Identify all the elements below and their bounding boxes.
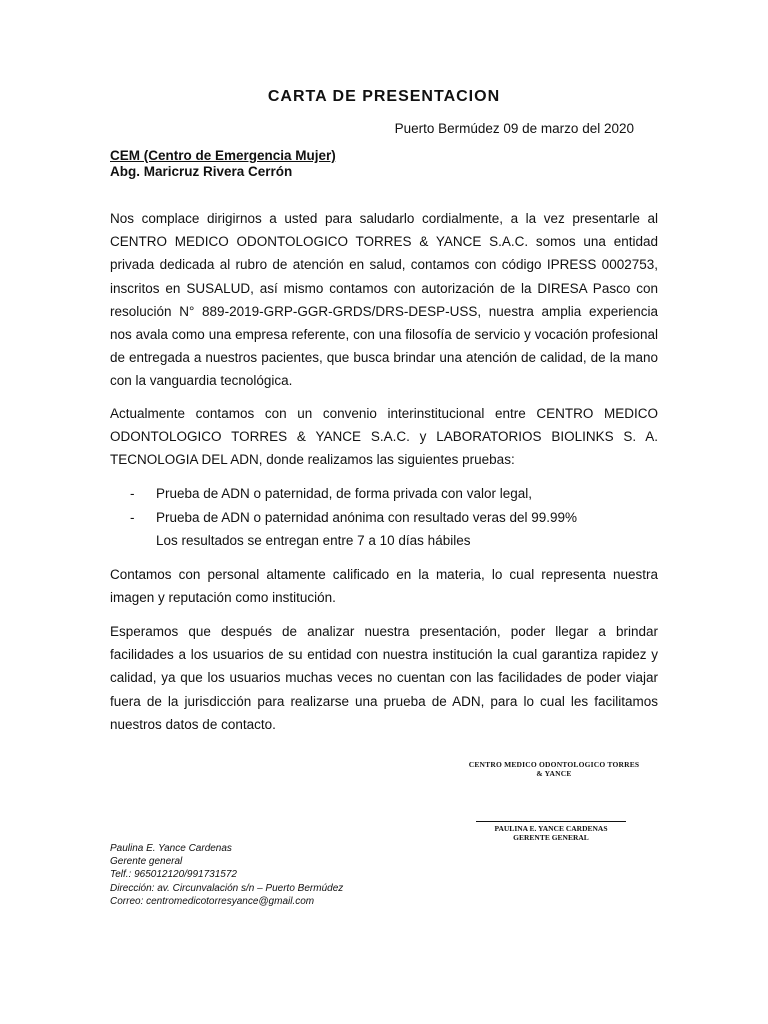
signer-name: PAULINA E. YANCE CARDENAS (494, 824, 608, 833)
company-name-line-2: & YANCE (536, 769, 572, 778)
list-item (110, 482, 658, 506)
letter-title: CARTA DE PRESENTACION (267, 88, 501, 105)
paragraph-agreement: Actualmente contamos con un convenio interinstitucional entre CENTRO MEDICO ODONTOLOGICO TORRES & YANCE S.A.C. y LABORATORIOS BIOLINKS S. A. TECNOLOGIA DEL ADN, donde realizamos las siguientes pruebas: (110, 406, 658, 468)
signer-block (476, 825, 626, 842)
recipient-name: Abg. Maricruz Rivera Cerrón (110, 164, 293, 179)
contact-role: Gerente general (110, 856, 183, 868)
contact-phone: Telf.: 965012120/991731572 (110, 869, 237, 881)
list-item (110, 506, 658, 530)
company-signature-block (440, 760, 668, 778)
bullet-marker: - (130, 486, 135, 501)
paragraph-staff: Contamos con personal altamente calificado en la materia, lo cual representa nuestra imagen y reputación como institución. (110, 567, 658, 606)
contact-address: Dirección: av. Circunvalación s/n – Puerto Bermúdez (110, 882, 344, 894)
list-item-text: Prueba de ADN o paternidad, de forma privada con valor legal, (156, 486, 532, 501)
contact-name: Paulina E. Yance Cardenas (110, 843, 232, 854)
contact-email: Correo: centromedicotorresyance@gmail.com (110, 895, 315, 907)
signer-role: GERENTE GENERAL (513, 832, 589, 842)
paragraph-closing: Esperamos que después de analizar nuestra presentación, poder llegar a brindar facilidades a los usuarios de su entidad con nuestra institución la cual garantiza rapidez y calidad, ya que los usuarios muchas veces no cuentan con las facilidades de poder viajar fuera de la jurisdicción para realizarse una prueba de ADN, para lo cual les facilitamos nuestros datos de contacto. (110, 624, 658, 732)
tests-list (110, 482, 658, 553)
list-item-text: Prueba de ADN o paternidad anónima con resultado veras del 99.99% (156, 509, 578, 525)
recipient-organization: CEM (Centro de Emergencia Mujer) (110, 148, 336, 163)
date-line: Puerto Bermúdez 09 de marzo del 2020 (394, 121, 634, 136)
bullet-marker: - (130, 509, 135, 525)
contact-block (110, 842, 343, 908)
paragraph-introduction: Nos complace dirigirnos a usted para saludarlo cordialmente, a la vez presentarle al CENTRO MEDICO ODONTOLOGICO TORRES & YANCE S.A.C. somos una entidad privada dedicada al rubro de atención en salud, contamos con código IPRESS 0002753, inscritos en SUSALUD, así mismo contamos con autorización de la DIRESA Pasco con resolución N° 889-2019-GRP-GGR-GRDS/DRS-DESP-USS, nuestra amplia experiencia nos avala como una empresa referente, con una filosofía de servicio y vocación profesional de entregada a nuestros pacientes, que busca brindar una atención de calidad, de la mano con la vanguardia tecnológica. (110, 211, 658, 389)
signature-line (476, 821, 626, 822)
company-name-line-1: CENTRO MEDICO ODONTOLOGICO TORRES (468, 760, 640, 769)
list-continuation-text: Los resultados se entregan entre 7 a 10 días hábiles (156, 533, 471, 548)
recipient-block (110, 148, 336, 180)
